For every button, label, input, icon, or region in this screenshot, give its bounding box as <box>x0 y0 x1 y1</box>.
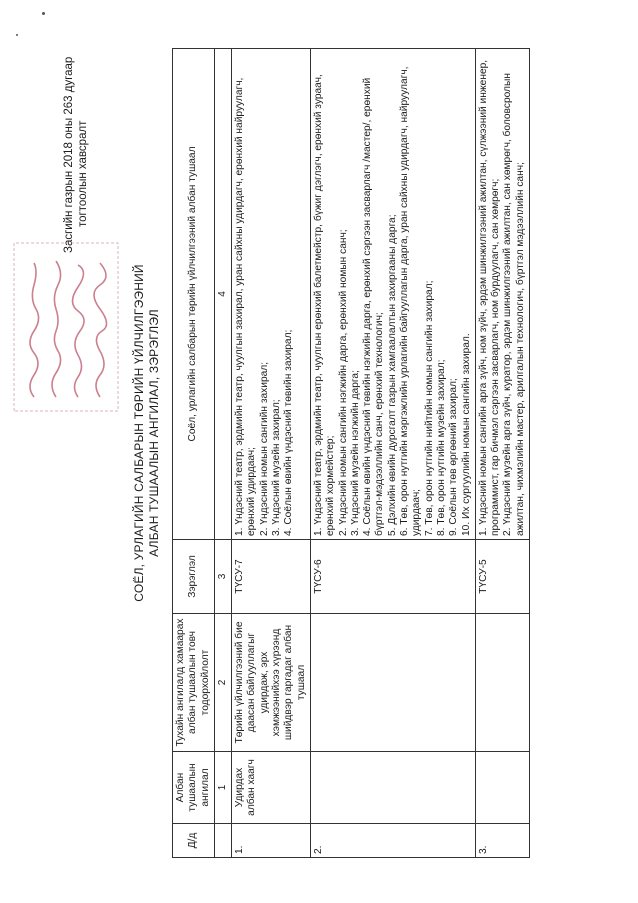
position-item: 9. Соёлын төв өргөөний захирал; <box>448 378 460 536</box>
position-item: 7. Төв, орон нутгийн нийтийн номын сангийн захирал; <box>423 280 435 536</box>
row-positions <box>310 49 475 540</box>
stamp-seal-graphic <box>6 237 126 417</box>
position-item: 3. Үндэсний музейн нэгжийн дарга; <box>349 370 361 536</box>
position-item: 4. Соёлын өвийн үндэсний төвийн захирал; <box>283 329 295 536</box>
header-no: Д/д <box>173 824 215 858</box>
position-item: 2. Үндэсний номын сангийн нэгжийн дарга, ерөнхий номын санч; <box>337 229 349 536</box>
position-item: 2. Үндэсний номын сангийн захирал; <box>258 361 270 536</box>
position-item: 1. Үндэсний театр, эрдмийн театр, чуулгын ерөнхий балетмейстр, бүжиг дэглэгч, ерөнхий зураач, ерөнхий хормейстер; <box>312 74 337 536</box>
row-rank: ТҮСУ-5 <box>475 540 529 614</box>
position-item: 6. Төв, орон нутгийн мэргэжлийн урлагийн байгууллагын дарга, уран сайхны удирдагч, найруулагч, удирдаач; <box>399 66 423 536</box>
row-category <box>475 752 529 824</box>
header-positions: Соёл, урлагийн салбарын төрийн үйлчилгээний албан тушаал <box>173 49 215 540</box>
resolution-line-1: Засгийн газрын 2018 оны 263 дугаар <box>63 56 75 253</box>
table-row <box>310 49 475 858</box>
resolution-reference <box>62 23 90 253</box>
column-number-row <box>214 49 231 858</box>
header-category: Албан тушаалын ангилал <box>173 752 215 824</box>
position-item: 10. Их сургуулийн номын сангийн захирал. <box>460 333 472 536</box>
table-row <box>232 49 311 858</box>
approval-stamp <box>6 237 126 417</box>
header-rank: Зэрэглэл <box>173 540 215 614</box>
title-line-2: АЛБАН ТУШААЛЫН АНГИЛАЛ, ЗЭРЭГЛЭЛ <box>147 309 161 557</box>
row-description <box>475 614 529 752</box>
column-number: 4 <box>214 49 231 540</box>
title-line-1: СОЁЛ, УРЛАГИЙН САЛБАРЫН ТӨРИЙН ҮЙЛЧИЛГЭЭНИЙ <box>132 264 146 602</box>
row-positions <box>232 49 311 540</box>
row-description: Төрийн үйлчилгээний бие даасан байгууллагыг удирдаж, эрх хэмжээнийхээ хүрээнд шийдвэр гаргадаг албан тушаал <box>232 614 311 752</box>
position-item: 4. Соёлын өвийн үндэсний төвийн нэгжийн дарга, ерөнхий сэргээн засварлагч /мастер/, ерөнхий бүртгэл-мэдээллийн санч, ерөнхий технологич; <box>362 77 386 536</box>
column-number: 2 <box>214 614 231 752</box>
document-title <box>132 153 162 713</box>
row-rank: ТҮСУ-7 <box>232 540 311 614</box>
row-number: 3. <box>475 824 529 858</box>
row-positions <box>475 49 529 540</box>
classification-table <box>172 48 530 858</box>
scan-speck <box>42 12 45 15</box>
row-description <box>310 614 475 752</box>
column-number: 1 <box>214 752 231 824</box>
position-item: 5. Дэлхийн өвийн дурсгалт газрын хамгаалалтын захиргааны дарга; <box>386 214 398 536</box>
table-row <box>475 49 529 858</box>
resolution-line-2: тогтоолын хавсралт <box>77 120 89 227</box>
position-item: 8. Төв, орон нутгийн музейн захирал; <box>435 359 447 536</box>
position-item: 1. Үндэсний номын сангийн арга зүйч, ном зүйч, эрдэм шинжилгээний ажилтан, сүлжээний инженер, программист, гар бичмэл сэргээн засварлагч, ном бурдуулагч, сан хөмрөгч; <box>477 59 502 536</box>
header-description: Тухайн ангилалд хамаарах албан тушаалын товч тодорхойлолт <box>173 614 215 752</box>
row-category: Удирдах албан хаагч <box>232 752 311 824</box>
row-number: 1. <box>232 824 311 858</box>
position-item: 3. Үндэсний музейн захирал; <box>271 399 283 536</box>
column-number-blank <box>214 824 231 858</box>
row-number: 2. <box>310 824 475 858</box>
row-category <box>310 752 475 824</box>
column-number: 3 <box>214 540 231 614</box>
position-item: 2. Үндэсний музейн арга зүйч, куратор, эрдэм шинжилгээний ажилтан, сан хөмрөгч, боловсролын ажилтан, чихмэлийн мастер, арилгалын технологич, бүртгэл мэдээллийн санч; <box>502 73 526 536</box>
row-rank: ТҮСУ-6 <box>310 540 475 614</box>
position-item: 1. Үндэсний театр, эрдмийн театр, чуулгын захирал, уран сайхны удирдагч, ерөнхий найруулагч, ерөнхий удирдаач; <box>234 77 258 536</box>
table-header-row <box>173 49 215 858</box>
scan-speck <box>16 34 18 36</box>
